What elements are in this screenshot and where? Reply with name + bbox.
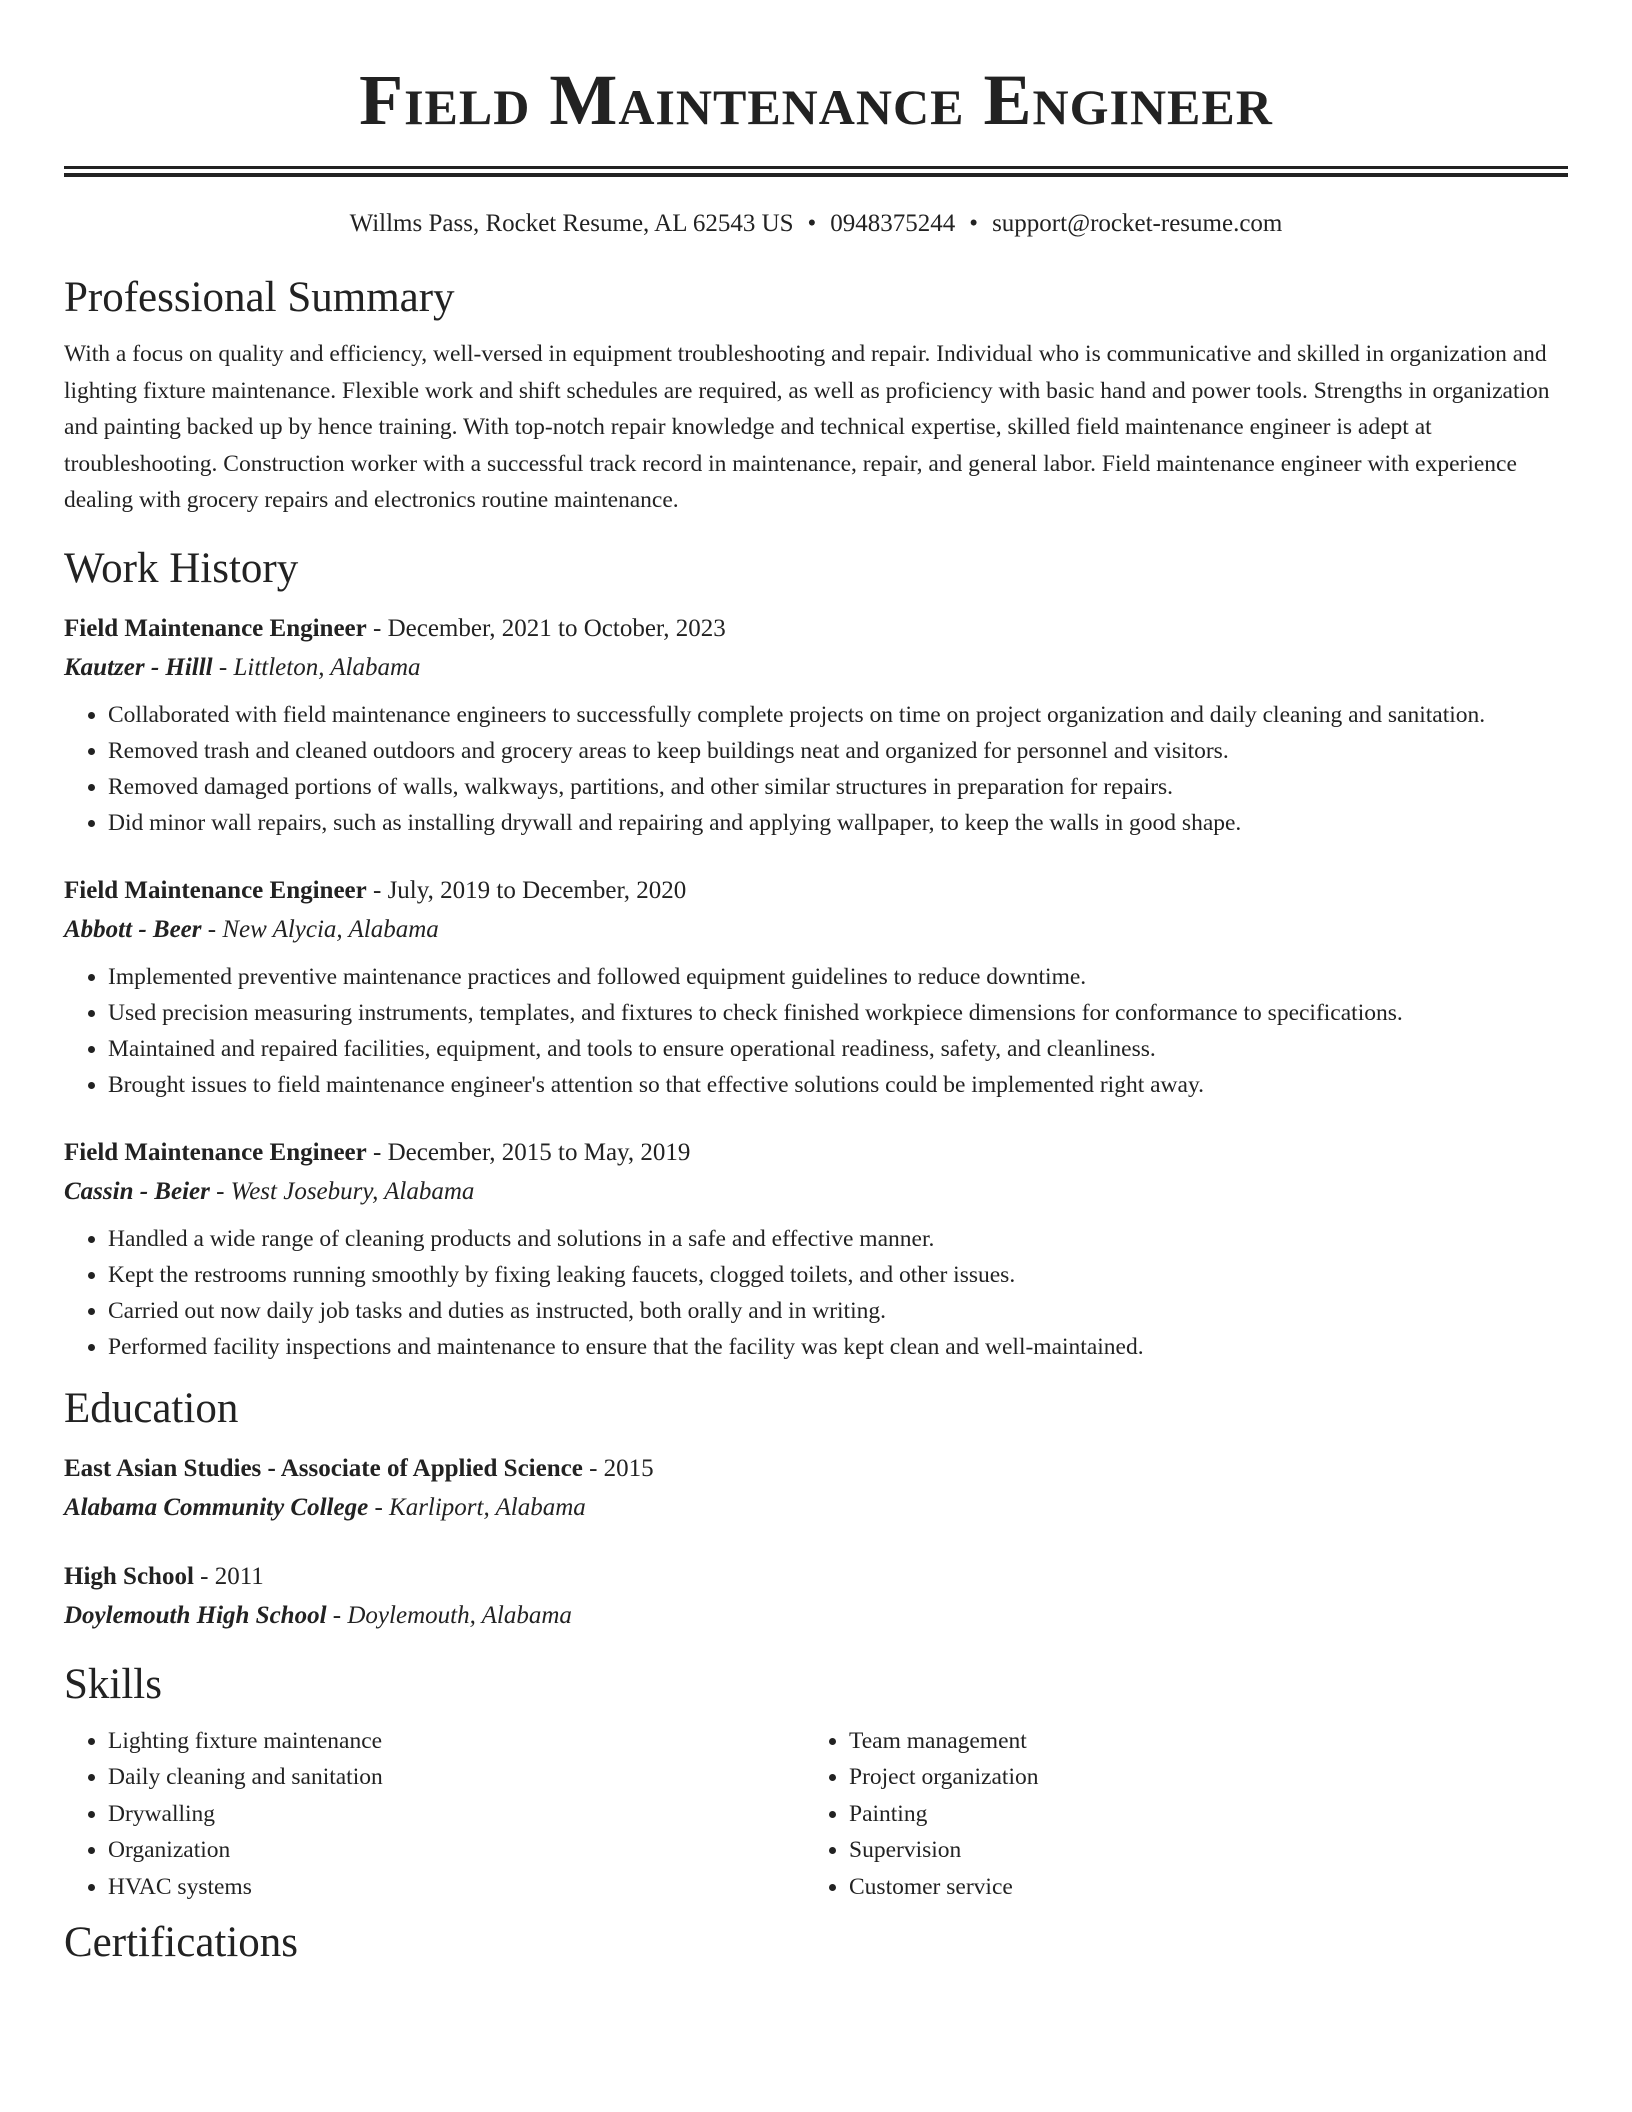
- skill-item: • Project organization: [849, 1759, 1546, 1796]
- contact-separator: •: [969, 210, 979, 237]
- skills-heading: Skills: [64, 1660, 162, 1708]
- education-school-line: [64, 1596, 1568, 1635]
- job-company-line: [64, 910, 1568, 949]
- education-school: Alabama Community College: [64, 1493, 369, 1521]
- skill-item: • Team management: [849, 1723, 1546, 1760]
- resume-title: Field Maintenance Engineer: [359, 60, 1273, 140]
- education-location: - Karliport, Alabama: [368, 1493, 586, 1521]
- skill-item: • Customer service: [849, 1869, 1546, 1906]
- certifications-heading: Certifications: [64, 1919, 299, 1966]
- skills-list: [64, 1723, 805, 1906]
- education-degree-line: [64, 1557, 1568, 1596]
- education-degree: High School: [64, 1562, 194, 1590]
- job-duty: • Maintained and repaired facilities, equipment, and tools to ensure operational readiness, safety, and cleanliness.: [108, 1031, 1568, 1067]
- skills-grid: [64, 1723, 1568, 1906]
- job-duty: • Did minor wall repairs, such as installing drywall and repairing and applying wallpaper, to keep the walls in good shape.: [108, 805, 1568, 841]
- job-dates: - December, 2021 to October, 2023: [366, 614, 726, 642]
- education-school: Doylemouth High School: [64, 1601, 327, 1629]
- skills-column-right: [805, 1723, 1546, 1906]
- skill-item: • Daily cleaning and sanitation: [108, 1759, 805, 1796]
- job-duties-list: [64, 697, 1568, 841]
- job-location: - West Josebury, Alabama: [209, 1177, 475, 1205]
- job-location: - Littleton, Alabama: [212, 653, 421, 681]
- job-duties-list: [64, 959, 1568, 1103]
- job-duty: • Used precision measuring instruments, templates, and fixtures to check finished workpiece dimensions for conformance to specifications.: [108, 995, 1568, 1031]
- job-duty: • Collaborated with field maintenance engineers to successfully complete projects on time on project organization and daily cleaning and sanitation.: [108, 697, 1568, 733]
- education-degree-line: [64, 1449, 1568, 1488]
- summary-heading: Professional Summary: [64, 274, 455, 321]
- job-company-line: [64, 648, 1568, 687]
- job-title: Field Maintenance Engineer: [64, 1138, 367, 1166]
- job-duty: • Implemented preventive maintenance practices and followed equipment guidelines to reduce downtime.: [108, 959, 1568, 995]
- title-divider: [64, 166, 1568, 177]
- job-location: - New Alycia, Alabama: [201, 915, 439, 943]
- job-duty: • Brought issues to field maintenance engineer's attention so that effective solutions could be implemented right away.: [108, 1067, 1568, 1103]
- job-entry: [64, 1133, 1568, 1365]
- job-title-line: [64, 871, 1568, 910]
- job-duty: • Removed trash and cleaned outdoors and grocery areas to keep buildings neat and organized for personnel and visitors.: [108, 733, 1568, 769]
- job-duty: • Kept the restrooms running smoothly by fixing leaking faucets, clogged toilets, and other issues.: [108, 1257, 1568, 1293]
- job-duty: • Performed facility inspections and maintenance to ensure that the facility was kept clean and well-maintained.: [108, 1329, 1568, 1365]
- education-year: - 2011: [193, 1562, 264, 1590]
- skill-item: • Painting: [849, 1796, 1546, 1833]
- job-entry: [64, 609, 1568, 841]
- skills-column-left: [64, 1723, 805, 1906]
- job-title: Field Maintenance Engineer: [64, 614, 367, 642]
- contact-phone: 0948375244: [830, 210, 956, 237]
- job-title-line: [64, 1133, 1568, 1172]
- skill-item: • Lighting fixture maintenance: [108, 1723, 805, 1760]
- job-duty: • Handled a wide range of cleaning products and solutions in a safe and effective manner.: [108, 1221, 1568, 1257]
- job-title: Field Maintenance Engineer: [64, 876, 367, 904]
- job-duty: • Removed damaged portions of walls, walkways, partitions, and other similar structures in preparation for repairs.: [108, 769, 1568, 805]
- job-company: Abbott - Beer: [64, 915, 202, 943]
- skill-item: • Organization: [108, 1832, 805, 1869]
- contact-line: [64, 208, 1568, 240]
- contact-address: Willms Pass, Rocket Resume, AL 62543 US: [349, 210, 794, 237]
- education-entry: [64, 1449, 1568, 1527]
- job-duty: • Carried out now daily job tasks and duties as instructed, both orally and in writing.: [108, 1293, 1568, 1329]
- job-dates: - December, 2015 to May, 2019: [366, 1138, 691, 1166]
- education-location: - Doylemouth, Alabama: [326, 1601, 572, 1629]
- job-company-line: [64, 1172, 1568, 1211]
- education-year: - 2015: [582, 1454, 654, 1482]
- work-history-heading: Work History: [64, 544, 299, 592]
- education-degree: East Asian Studies - Associate of Applied Science: [64, 1454, 583, 1482]
- skill-item: • HVAC systems: [108, 1869, 805, 1906]
- skill-item: • Supervision: [849, 1832, 1546, 1869]
- education-entry: [64, 1557, 1568, 1635]
- contact-email: support@rocket-resume.com: [992, 210, 1283, 237]
- job-duties-list: [64, 1221, 1568, 1365]
- job-dates: - July, 2019 to December, 2020: [366, 876, 687, 904]
- education-school-line: [64, 1488, 1568, 1527]
- job-company: Kautzer - Hilll: [64, 653, 213, 681]
- education-heading: Education: [64, 1384, 239, 1432]
- contact-separator: •: [807, 210, 817, 237]
- summary-text: With a focus on quality and efficiency, well-versed in equipment troubleshooting and repair. Individual who is communicative and skilled in organization and lighting fixture maintenance. Flexible work and shift schedules are required, as well as proficiency with basic hand and power tools. Strengths in organization and painting backed up by hence training. With top-notch repair knowledge and technical expertise, skilled field maintenance engineer is adept at troubleshooting. Construction worker with a successful track record in maintenance, repair, and general labor. Field maintenance engineer with experience dealing with grocery repairs and electronics routine maintenance.: [64, 341, 1550, 513]
- skills-list: [805, 1723, 1546, 1906]
- skill-item: • Drywalling: [108, 1796, 805, 1833]
- job-entry: [64, 871, 1568, 1103]
- job-company: Cassin - Beier: [64, 1177, 210, 1205]
- job-title-line: [64, 609, 1568, 648]
